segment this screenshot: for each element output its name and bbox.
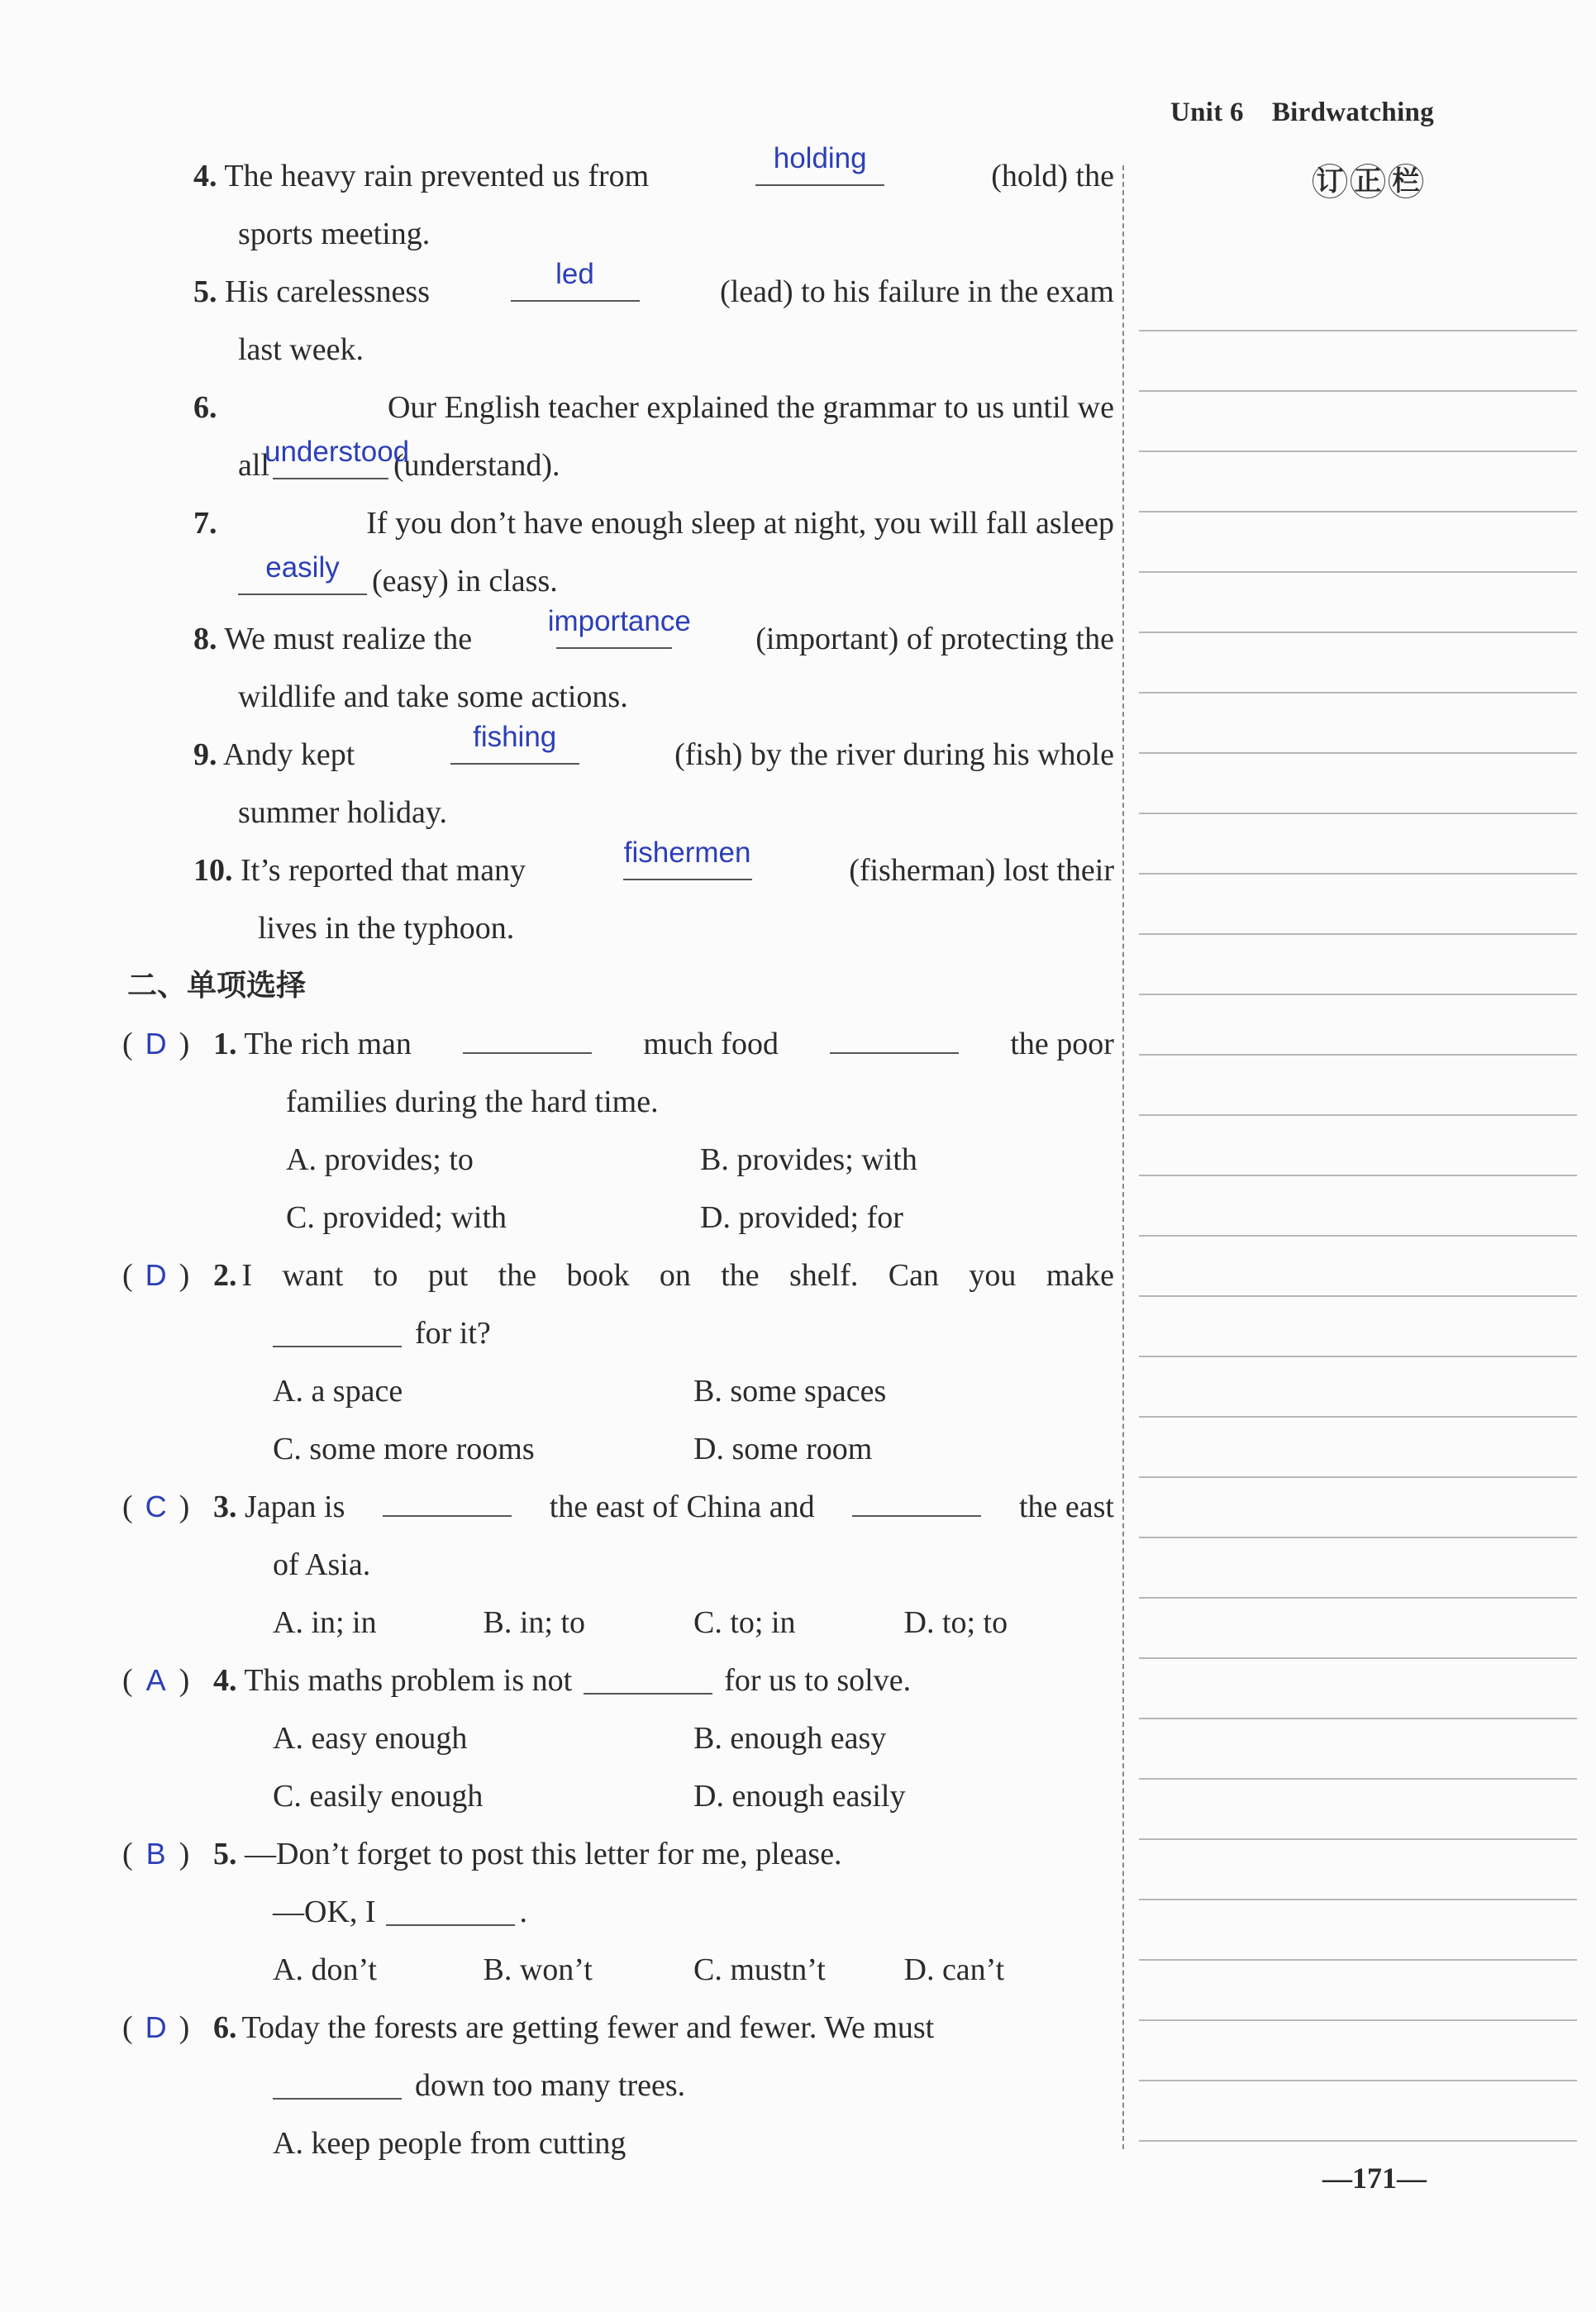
handwritten-answer: importance bbox=[547, 605, 691, 637]
item-text: (lead) to his failure in the exam bbox=[720, 274, 1114, 309]
item-text: for us to solve. bbox=[724, 1663, 912, 1698]
mc-question-2 bbox=[122, 1247, 1114, 1304]
handwritten-choice: C bbox=[145, 1490, 167, 1523]
item-text: for it? bbox=[415, 1316, 491, 1351]
item-continuation bbox=[122, 2057, 1114, 2114]
item-number: 8. bbox=[193, 622, 217, 656]
option-d: D. can’t bbox=[903, 1952, 1005, 1987]
item-text: If you don’t have enough sleep at night, you will fall asleep bbox=[366, 506, 1114, 541]
item-text: This maths problem is not bbox=[244, 1663, 573, 1698]
mc-question-4 bbox=[122, 1652, 1114, 1709]
fill-item-4 bbox=[122, 142, 1114, 205]
correction-column-label bbox=[1313, 164, 1427, 198]
correction-char-2: 正 bbox=[1351, 164, 1385, 198]
fill-item-9 bbox=[122, 721, 1114, 784]
option-d: D. enough easily bbox=[693, 1779, 906, 1814]
item-text: the poor bbox=[1010, 1027, 1114, 1061]
correction-char-1: 订 bbox=[1313, 164, 1347, 198]
page-number: —171— bbox=[1322, 2162, 1427, 2195]
option-c: C. easily enough bbox=[273, 1779, 484, 1814]
section-title: 二、单项选择 bbox=[127, 969, 307, 1003]
option-c: C. some more rooms bbox=[273, 1432, 535, 1466]
options-row bbox=[122, 1594, 1114, 1652]
handwritten-answer: fishing bbox=[473, 721, 557, 753]
item-number: 9. bbox=[193, 737, 217, 772]
option-c: C. to; in bbox=[693, 1605, 796, 1640]
item-text: (understand). bbox=[393, 448, 560, 483]
item-number: 4. bbox=[213, 1663, 237, 1698]
item-number: 6. bbox=[213, 2010, 237, 2045]
item-text: It’s reported that many bbox=[241, 853, 526, 888]
option-b: B. enough easy bbox=[693, 1721, 887, 1756]
item-text: Our English teacher explained the grammar to us until we bbox=[387, 390, 1114, 425]
item-continuation bbox=[122, 1883, 1114, 1941]
item-number: 3. bbox=[213, 1490, 237, 1524]
handwritten-answer: easily bbox=[265, 551, 340, 584]
answer-blank bbox=[383, 1484, 512, 1517]
options-row bbox=[122, 1709, 1114, 1767]
item-text: (fisherman) lost their bbox=[849, 853, 1114, 888]
option-c: C. mustn’t bbox=[693, 1952, 826, 1987]
fill-item-7 bbox=[122, 494, 1114, 552]
answer-blank[interactable] bbox=[450, 721, 579, 765]
mc-question-5 bbox=[122, 1825, 1114, 1883]
option-b: B. some spaces bbox=[693, 1374, 887, 1409]
option-a: A. keep people from cutting bbox=[273, 2126, 626, 2161]
answer-blank bbox=[463, 1021, 592, 1054]
item-text: We must realize the bbox=[224, 622, 473, 656]
item-continuation bbox=[122, 552, 1114, 610]
item-text: the east bbox=[1018, 1490, 1114, 1524]
item-number: 2. bbox=[213, 1258, 237, 1293]
option-d: D. to; to bbox=[903, 1605, 1008, 1640]
answer-blank[interactable] bbox=[511, 258, 640, 302]
item-continuation bbox=[122, 436, 1114, 494]
options-row bbox=[122, 1941, 1114, 1999]
option-a: A. a space bbox=[273, 1374, 403, 1409]
option-a: A. easy enough bbox=[273, 1721, 468, 1756]
answer-blank[interactable] bbox=[264, 435, 410, 479]
options-row bbox=[122, 1362, 1114, 1420]
unit-label: Unit 6 bbox=[1170, 98, 1244, 127]
margin-divider bbox=[1122, 165, 1124, 2149]
item-continuation: families during the hard time. bbox=[286, 1084, 659, 1119]
option-b: B. in; to bbox=[483, 1605, 586, 1640]
options-row bbox=[122, 1189, 1114, 1247]
options-row bbox=[122, 1131, 1114, 1189]
answer-bracket[interactable]: ( D ) bbox=[122, 1999, 213, 2057]
item-text: (important) of protecting the bbox=[755, 622, 1114, 656]
option-a: A. don’t bbox=[273, 1952, 377, 1987]
item-text: The heavy rain prevented us from bbox=[224, 159, 650, 193]
item-text: much food bbox=[643, 1027, 779, 1061]
option-a: A. in; in bbox=[273, 1605, 377, 1640]
handwritten-answer: holding bbox=[773, 142, 867, 174]
answer-blank[interactable] bbox=[623, 837, 752, 880]
option-b: B. provides; with bbox=[700, 1142, 917, 1177]
option-c: C. provided; with bbox=[286, 1200, 507, 1235]
answer-bracket[interactable]: ( C ) bbox=[122, 1478, 213, 1536]
answer-bracket[interactable]: ( A ) bbox=[122, 1652, 213, 1709]
item-text: the east of China and bbox=[549, 1490, 815, 1524]
item-text: Andy kept bbox=[222, 737, 355, 772]
answer-blank bbox=[273, 2066, 402, 2100]
item-continuation bbox=[122, 1304, 1114, 1362]
option-a: A. provides; to bbox=[286, 1142, 474, 1177]
handwritten-answer: understood bbox=[264, 435, 410, 468]
item-text: (hold) the bbox=[991, 159, 1114, 193]
item-continuation: wildlife and take some actions. bbox=[238, 679, 628, 714]
item-continuation: sports meeting. bbox=[238, 217, 431, 251]
handwritten-choice: D bbox=[145, 2010, 167, 2044]
handwritten-choice: D bbox=[145, 1258, 167, 1292]
item-continuation: of Asia. bbox=[273, 1547, 371, 1582]
answer-bracket[interactable]: ( D ) bbox=[122, 1247, 213, 1304]
handwritten-answer: led bbox=[555, 258, 594, 290]
correction-writing-lines bbox=[1139, 271, 1577, 2156]
correction-char-3: 栏 bbox=[1389, 164, 1423, 198]
item-text: down too many trees. bbox=[415, 2068, 686, 2103]
option-b: B. won’t bbox=[483, 1952, 593, 1987]
item-number: 5. bbox=[213, 1837, 237, 1871]
answer-bracket[interactable]: ( B ) bbox=[122, 1825, 213, 1883]
item-number: 1. bbox=[213, 1027, 237, 1061]
handwritten-choice: A bbox=[145, 1663, 166, 1697]
item-number: 4. bbox=[193, 159, 217, 193]
option-d: D. some room bbox=[693, 1432, 873, 1466]
item-continuation: summer holiday. bbox=[238, 795, 447, 830]
answer-blank bbox=[830, 1021, 959, 1054]
options-row bbox=[122, 1420, 1114, 1478]
fill-item-8 bbox=[122, 605, 1114, 668]
handwritten-choice: B bbox=[145, 1837, 166, 1871]
page-header bbox=[1170, 98, 1434, 128]
answer-blank bbox=[584, 1661, 712, 1695]
fill-item-6 bbox=[122, 379, 1114, 436]
item-text: (easy) in class. bbox=[372, 564, 558, 598]
answer-blank[interactable] bbox=[755, 142, 884, 186]
answer-bracket[interactable]: ( D ) bbox=[122, 1015, 213, 1073]
item-text: The rich man bbox=[244, 1027, 412, 1061]
item-continuation: last week. bbox=[238, 332, 364, 367]
options-row bbox=[122, 1767, 1114, 1825]
answer-blank bbox=[273, 1314, 402, 1347]
item-text: —OK, I bbox=[273, 1895, 376, 1929]
item-number: 5. bbox=[193, 274, 217, 309]
fill-item-5 bbox=[122, 258, 1114, 321]
item-text: (fish) by the river during his whole bbox=[674, 737, 1114, 772]
item-text: —Don’t forget to post this letter for me, please. bbox=[245, 1837, 842, 1871]
answer-blank[interactable] bbox=[238, 551, 367, 595]
answer-blank[interactable] bbox=[547, 605, 691, 649]
item-text: Today the forests are getting fewer and fewer. We must bbox=[241, 2010, 935, 2045]
mc-question-3 bbox=[122, 1478, 1114, 1536]
item-number: 7. bbox=[193, 506, 217, 541]
item-text: I want to put the book on the shelf. Can you make bbox=[241, 1258, 1114, 1293]
answer-blank bbox=[852, 1484, 981, 1517]
item-text: all bbox=[238, 448, 269, 483]
item-number: 6. bbox=[193, 390, 217, 425]
unit-title: Birdwatching bbox=[1271, 98, 1434, 127]
item-number: 10. bbox=[193, 853, 233, 888]
answer-blank bbox=[386, 1893, 515, 1926]
item-text: His carelessness bbox=[225, 274, 430, 309]
item-text: . bbox=[519, 1895, 528, 1929]
handwritten-answer: fishermen bbox=[623, 837, 751, 869]
fill-item-10 bbox=[122, 837, 1114, 899]
mc-question-1 bbox=[122, 1015, 1114, 1073]
item-continuation: lives in the typhoon. bbox=[258, 911, 515, 946]
mc-question-6 bbox=[122, 1999, 1114, 2057]
exercise-content bbox=[122, 142, 1114, 2172]
item-text: Japan is bbox=[245, 1490, 345, 1524]
option-d: D. provided; for bbox=[700, 1200, 903, 1235]
handwritten-choice: D bbox=[145, 1027, 167, 1061]
